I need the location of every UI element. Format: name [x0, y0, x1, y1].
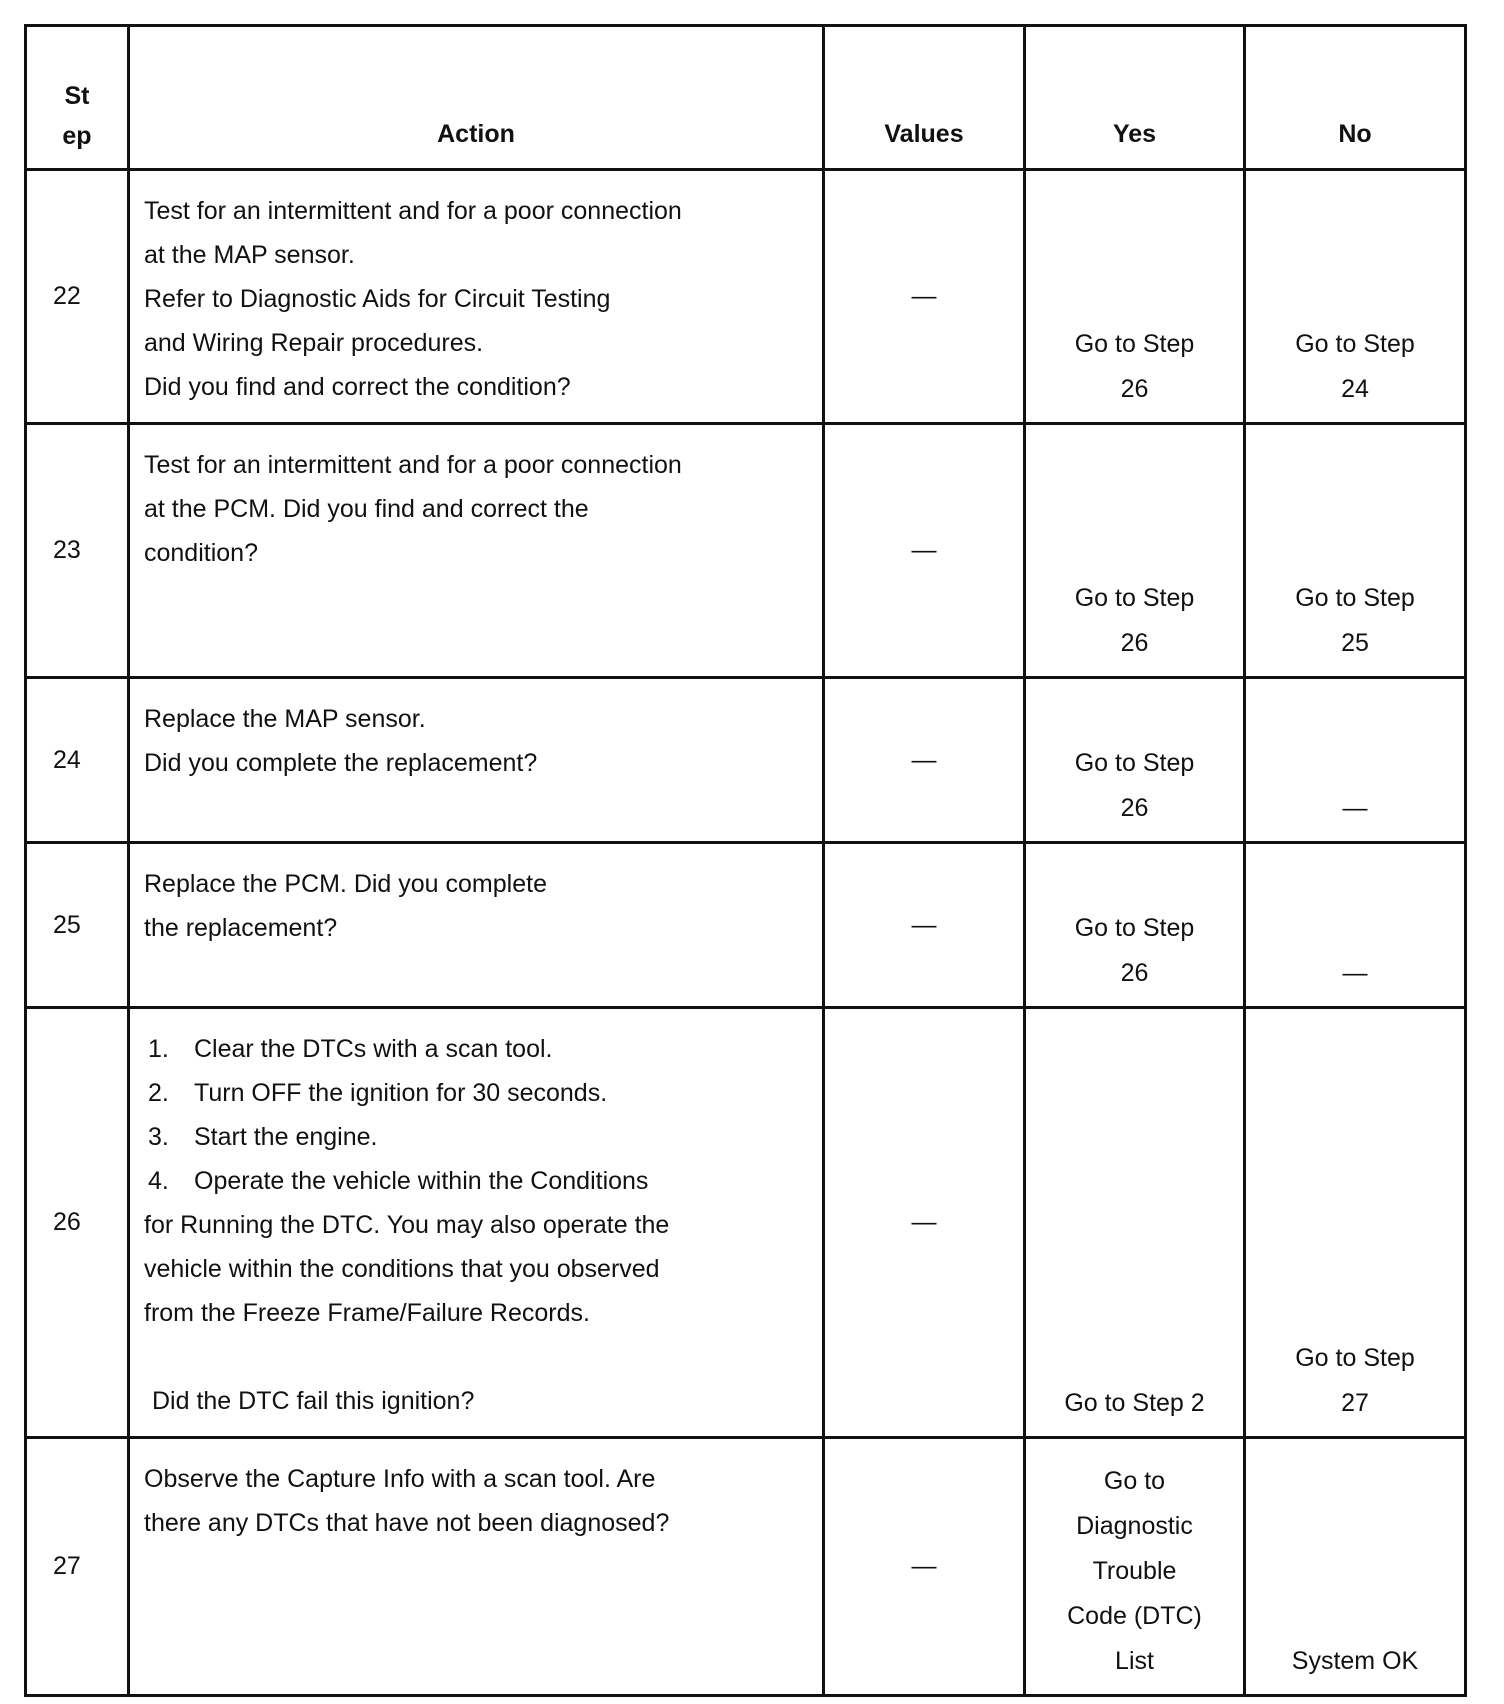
yes-cell: Go to Step 26: [1025, 170, 1245, 424]
action-text: Test for an intermittent and for a poor connection at the PCM. Did you find and correct the condition?: [129, 424, 824, 678]
no-cell: Go to Step 24: [1245, 170, 1466, 424]
table-row: [26, 424, 1466, 678]
table-row: [26, 1008, 1466, 1438]
no-cell: —: [1245, 843, 1466, 1008]
list-item: 3. Start the engine.: [148, 1123, 378, 1151]
action-text: Replace the PCM. Did you complete the replacement?: [129, 843, 824, 1008]
no-cell: Go to Step 27: [1245, 1008, 1466, 1438]
step-number: 24: [26, 678, 129, 843]
step-number: 27: [26, 1438, 129, 1696]
list-item: 4. Operate the vehicle within the Conditions: [148, 1167, 649, 1195]
step-number: 25: [26, 843, 129, 1008]
no-cell: System OK: [1245, 1438, 1466, 1696]
step-number: 22: [26, 170, 129, 424]
step-number: 26: [26, 1008, 129, 1438]
table-row: [26, 843, 1466, 1008]
yes-cell: Go to Step 2: [1025, 1008, 1245, 1438]
values-cell: —: [824, 678, 1025, 843]
question-text: Did the DTC fail this ignition?: [152, 1387, 475, 1415]
header-action: Action: [129, 26, 824, 170]
yes-cell: Go to Step 26: [1025, 678, 1245, 843]
values-cell: —: [824, 1438, 1025, 1696]
table-row: [26, 170, 1466, 424]
action-text: Test for an intermittent and for a poor connection at the MAP sensor. Refer to Diagnostic Aids for Circuit Testing and Wiring Repair procedures. Did you find and correct the condition?: [129, 170, 824, 424]
no-cell: —: [1245, 678, 1466, 843]
table-row: [26, 1438, 1466, 1696]
header-no: No: [1245, 26, 1466, 170]
header-values: Values: [824, 26, 1025, 170]
header-row: [26, 26, 1466, 170]
header-step: St ep: [26, 26, 129, 170]
table-row: [26, 678, 1466, 843]
list-item: 2. Turn OFF the ignition for 30 seconds.: [148, 1079, 608, 1107]
values-cell: —: [824, 1008, 1025, 1438]
no-cell: Go to Step 25: [1245, 424, 1466, 678]
yes-cell: Go to Step 26: [1025, 424, 1245, 678]
header-yes: Yes: [1025, 26, 1245, 170]
action-text: 1. Clear the DTCs with a scan tool. 2. Turn OFF the ignition for 30 seconds. 3. Start the engine. 4. Operate the vehicle within the Conditions for Running the DTC. You may also operate the vehicle within the conditions that you observed from the Freeze Frame/Failure Records. Did the DTC fail this ignition?: [129, 1008, 824, 1438]
values-cell: —: [824, 843, 1025, 1008]
step-number: 23: [26, 424, 129, 678]
action-text: Observe the Capture Info with a scan tool. Are there any DTCs that have not been diagnosed?: [129, 1438, 824, 1696]
values-cell: —: [824, 424, 1025, 678]
values-cell: —: [824, 170, 1025, 424]
diagnostic-table: [24, 24, 1467, 1697]
action-text: Replace the MAP sensor. Did you complete the replacement?: [129, 678, 824, 843]
yes-cell: Go to Step 26: [1025, 843, 1245, 1008]
yes-cell: Go to Diagnostic Trouble Code (DTC) List: [1025, 1438, 1245, 1696]
list-item: 1. Clear the DTCs with a scan tool.: [148, 1035, 553, 1063]
